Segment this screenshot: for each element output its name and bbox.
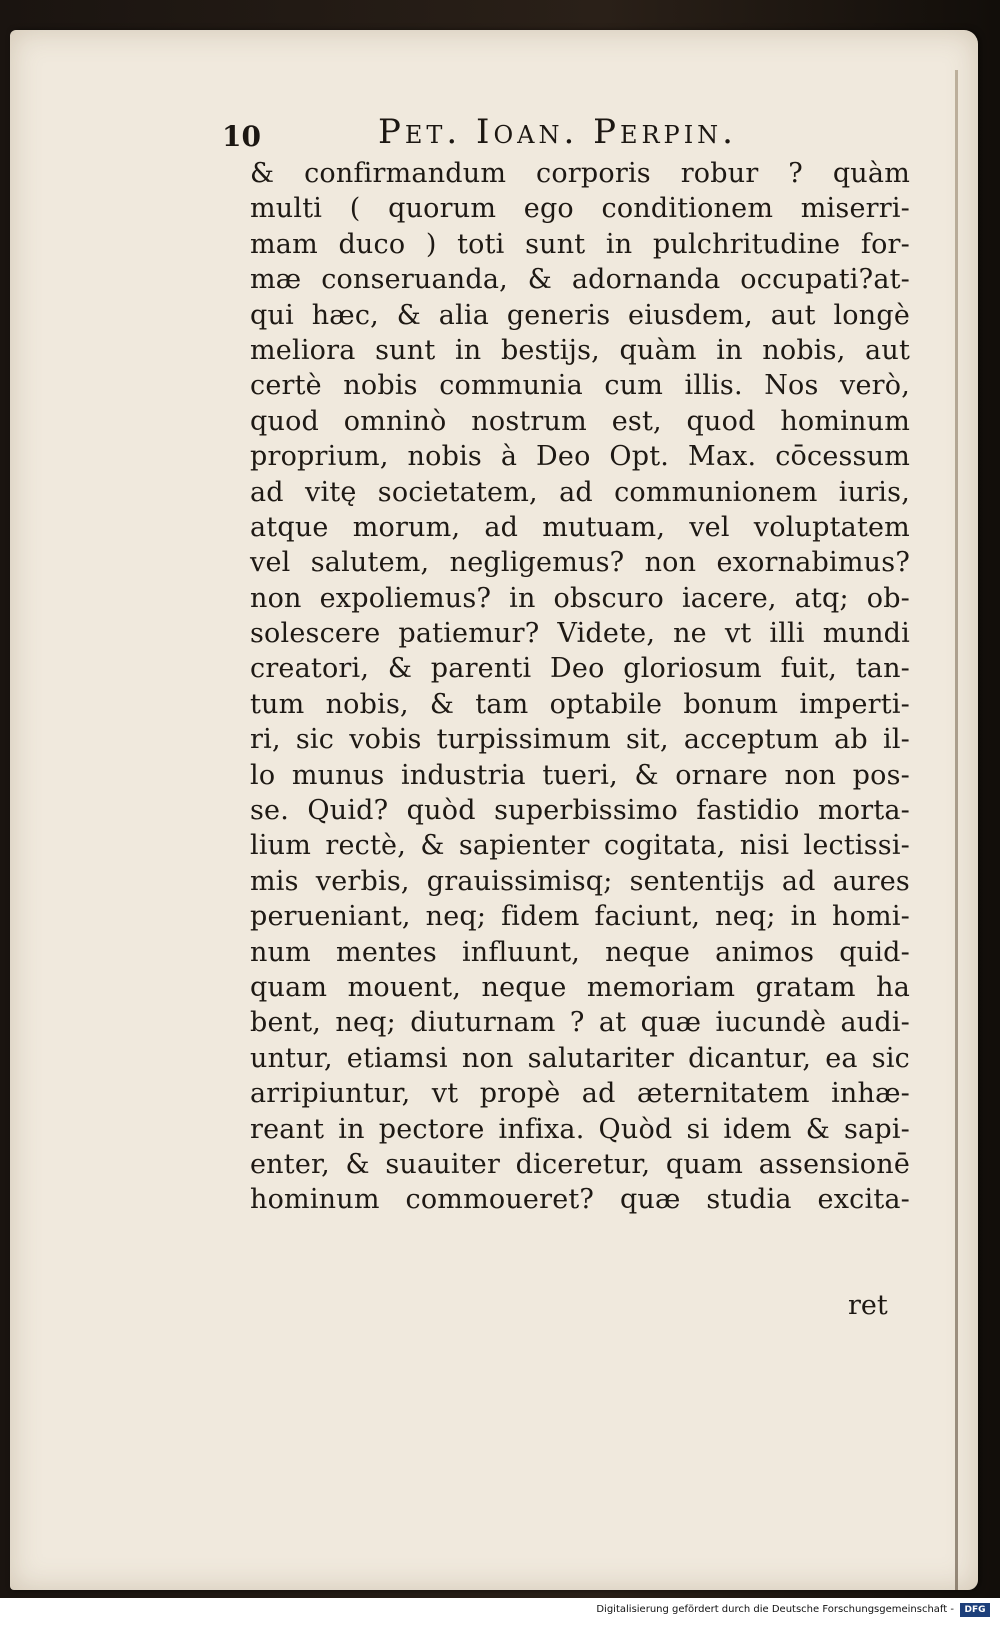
text-line: multi ( quorum ego conditionem miserri-: [250, 193, 910, 225]
page-header: [0, 112, 960, 162]
text-line: quam mouent, neque memoriam gratam ha: [250, 971, 910, 1003]
text-line: hominum commoueret? quæ studia excita-: [250, 1184, 910, 1216]
text-line: meliora sunt in bestijs, quàm in nobis, aut: [250, 334, 910, 366]
text-line: lium rectè, & sapienter cogitata, nisi lectissi-: [250, 830, 910, 862]
funding-credit: Digitalisierung gefördert durch die Deutsche Forschungsgemeinschaft -: [596, 1604, 954, 1615]
dfg-logo: DFG: [960, 1603, 990, 1617]
folio-number: 10: [222, 120, 261, 153]
text-line: mis verbis, grauissimisq; sententijs ad aures: [250, 865, 910, 897]
text-line: vel salutem, negligemus? non exornabimus?: [250, 547, 910, 579]
text-line: tum nobis, & tam optabile bonum imperti-: [250, 688, 910, 720]
text-line: lo munus industria tueri, & ornare non pos-: [250, 759, 910, 791]
page-edge-shadow: [955, 70, 958, 1590]
text-line: & confirmandum corporis robur ? quàm: [250, 158, 910, 189]
text-line: non expoliemus? in obscuro iacere, atq; ob-: [250, 582, 910, 614]
text-line: se. Quid? quòd superbissimo fastidio morta-: [250, 795, 910, 827]
text-line: arripiuntur, vt propè ad æternitatem inhæ-: [250, 1078, 910, 1110]
text-line: certè nobis communia cum illis. Nos verò,: [250, 370, 910, 402]
text-line: perueniant, neq; fidem faciunt, neq; in homi-: [250, 901, 910, 933]
text-line: quod omninò nostrum est, quod hominum: [250, 405, 910, 437]
text-line: enter, & suauiter diceretur, quam assensionē: [250, 1148, 910, 1180]
text-line: mam duco ) toti sunt in pulchritudine for-: [250, 228, 910, 260]
catchword: ret: [848, 1290, 888, 1321]
text-line: mæ conseruanda, & adornanda occupati?at-: [250, 264, 910, 296]
body-text: [250, 156, 910, 1218]
footer-bar: [0, 1598, 1000, 1626]
running-head: Pet. Ioan. Perpin.: [378, 112, 737, 152]
text-line: untur, etiamsi non salutariter dicantur, ea sic: [250, 1042, 910, 1074]
text-line: qui hæc, & alia generis eiusdem, aut longè: [250, 299, 910, 331]
text-line: atque morum, ad mutuam, vel voluptatem: [250, 511, 910, 543]
text-line: proprium, nobis à Deo Opt. Max. cōcessum: [250, 441, 910, 473]
text-line: ad vitę societatem, ad communionem iuris,: [250, 476, 910, 508]
text-line: num mentes influunt, neque animos quid-: [250, 936, 910, 968]
text-line: creatori, & parenti Deo gloriosum fuit, tan-: [250, 653, 910, 685]
text-line: ri, sic vobis turpissimum sit, acceptum ab il-: [250, 724, 910, 756]
text-line: bent, neq; diuturnam ? at quæ iucundè audi-: [250, 1007, 910, 1039]
text-line: solescere patiemur? Videte, ne vt illi mundi: [250, 618, 910, 650]
text-line: reant in pectore infixa. Quòd si idem & sapi-: [250, 1113, 910, 1145]
